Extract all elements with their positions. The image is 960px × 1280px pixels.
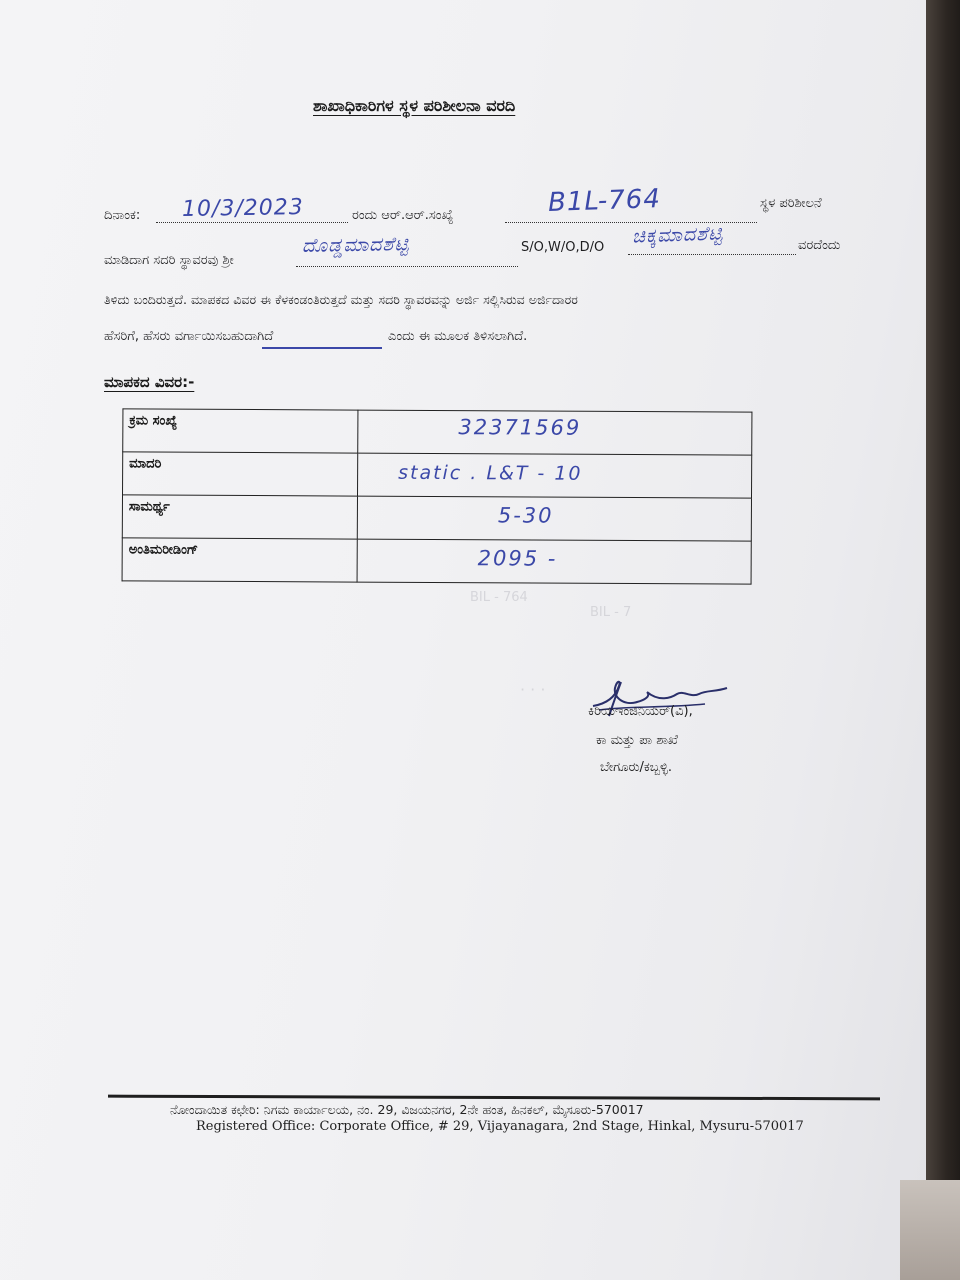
date-handwritten: 10/3/2023 (181, 194, 305, 223)
bleed-through-mark: BIL - 764 (470, 590, 528, 605)
meter-label-model: ಮಾದರಿ (123, 452, 358, 496)
table-row (123, 452, 752, 498)
inspection-label: ಸ್ಥಳ ಪರಿಶೀಲನೆ (760, 196, 822, 211)
rr-number-handwritten: B1L-764 (547, 184, 662, 218)
table-row (122, 495, 751, 541)
meter-label-serial: ಕ್ರಮ ಸಂಖ್ಯೆ (123, 409, 358, 453)
bleed-through-mark: BIL - 7 (590, 605, 632, 620)
signatory-branch: ಕಾ ಮತ್ತು ಪಾ ಶಾಖೆ (596, 733, 678, 748)
paragraph-text: ಹೆಸರಿಗೆ, ಹೆಸರು ವರ್ಗಾಯಿಸಬಹುದಾಗಿದೆ (104, 329, 274, 344)
father-name-handwritten: ಚಿಕ್ಕಮಾದಶೆಟ್ಟಿ (631, 222, 724, 248)
signatory-designation: ಕಿರಿಯಇಂಜಿನಿಯರ್(ವಿ), (588, 704, 693, 719)
paragraph-text: ಎಂದು ಈ ಮೂಲಕ ತಿಳಿಸಲಾಗಿದೆ. (388, 329, 528, 344)
desk-background (926, 0, 960, 1280)
meter-reading-handwritten: 2095 - (477, 546, 558, 571)
name-blank (296, 266, 518, 267)
table-row (122, 538, 751, 584)
paragraph-text: ತಿಳಿದು ಬಂದಿರುತ್ತದೆ. ಮಾಪಕದ ವಿವರ ಈ ಕೆಳಕಂಡಂತಿರುತ್ತದೆ ಮತ್ತು ಸದರಿ ಸ್ಥಾವರವನ್ನು ಅರ್ಜಿ ಸಲ್ಲಿಸಿರುವ ಅರ್ಜಿದಾರರ (104, 292, 578, 307)
consumer-name-handwritten: ದೊಡ್ಡಮಾದಶೆಟ್ಟಿ (301, 233, 410, 257)
installation-label: ಮಾಡಿದಾಗ ಸದರಿ ಸ್ಥಾವರವು ಶ್ರೀ (104, 253, 234, 268)
date-blank (156, 222, 348, 223)
meter-serial-handwritten: 32371569 (458, 415, 582, 440)
meter-value-cell (357, 496, 751, 541)
meter-value-cell (358, 453, 752, 498)
meter-details-heading: ಮಾಪಕದ ವಿವರ:- (104, 373, 195, 391)
meter-label-final-reading: ಅಂತಿಮರೀಡಿಂಗ್ (122, 538, 357, 582)
desk-corner (900, 1180, 960, 1280)
father-name-blank (628, 254, 796, 255)
rr-number-label: ರಂದು ಆರ್.ಆರ್.ಸಂಖ್ಯೆ (352, 208, 454, 223)
footer-address-kannada: ನೋಂದಾಯಿತ ಕಛೇರಿ: ನಿಗಮ ಕಾರ್ಯಾಲಯ, ನಂ. 29, ವಿಜಯನಗರ, 2ನೇ ಹಂತ, ಹಿನಕಲ್, ಮೈಸೂರು-570017 (170, 1102, 644, 1117)
meter-details-table (122, 408, 753, 584)
document-title: ಶಾಖಾಧಿಕಾರಿಗಳ ಸ್ಥಳ ಪರಿಶೀಲನಾ ವರದಿ (313, 96, 516, 115)
meter-label-capacity: ಸಾಮರ್ಥ್ಯ (122, 495, 357, 539)
meter-model-handwritten: static . L&T - 10 (398, 461, 583, 485)
meter-capacity-handwritten: 5-30 (497, 503, 554, 528)
footer-address-english: Registered Office: Corporate Office, # 29, Vijayanagara, 2nd Stage, Hinkal, Mysuru-570017 (196, 1119, 804, 1134)
bleed-through-mark: · · · (520, 680, 546, 699)
meter-value-cell (357, 539, 751, 584)
underline-mark (262, 347, 382, 349)
paragraph-text: ವರದೆಂದು (798, 238, 841, 253)
meter-value-cell (358, 410, 752, 455)
date-label: ದಿನಾಂಕ: (104, 208, 141, 223)
signatory-location: ಬೇಗೂರು/ಕಬ್ಬಳ್ಳಿ. (600, 760, 673, 775)
relation-label: S/O,W/O,D/O (521, 240, 605, 255)
table-row (123, 409, 752, 455)
